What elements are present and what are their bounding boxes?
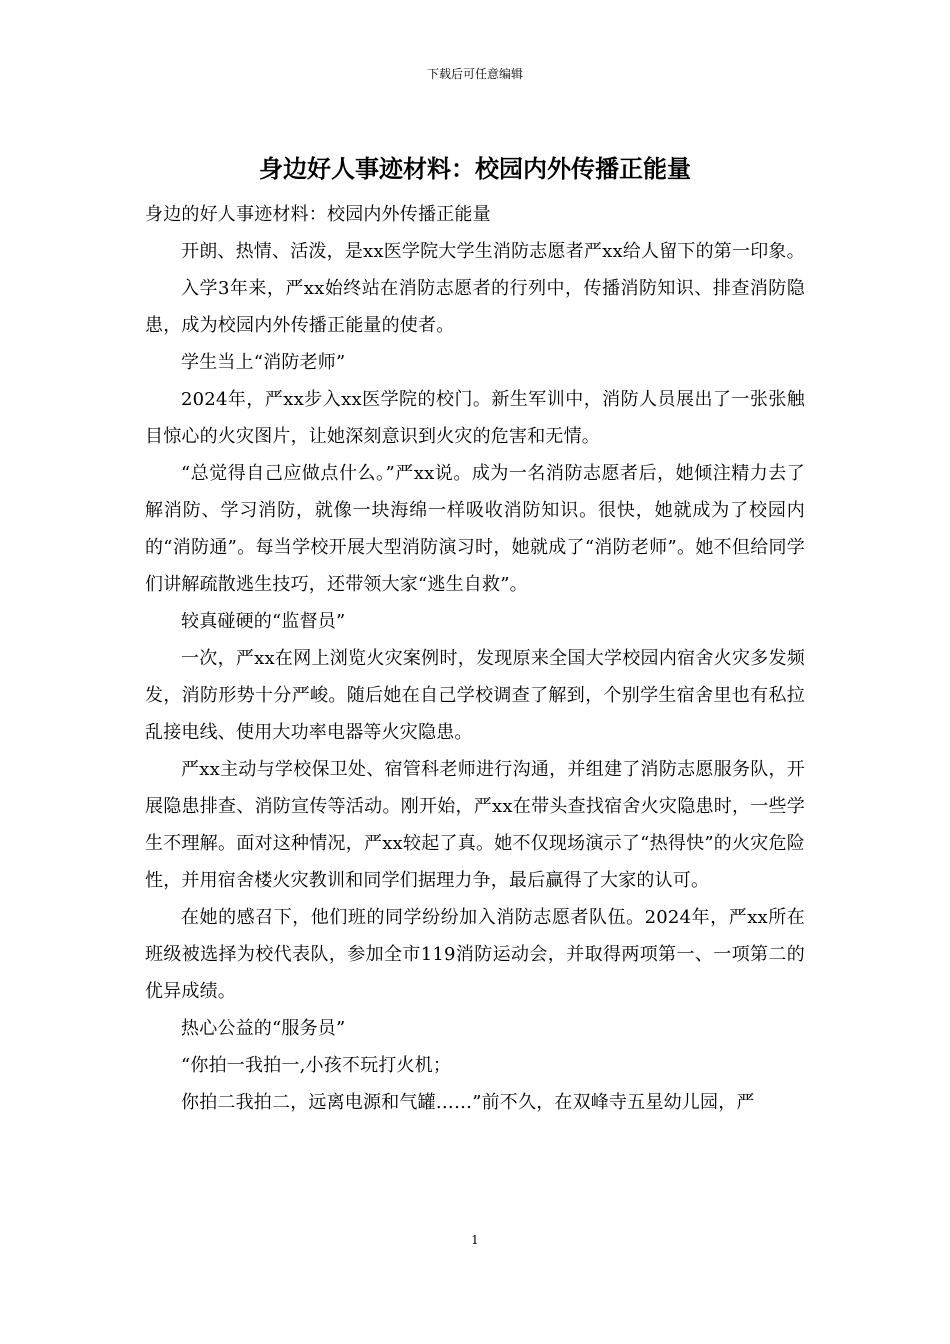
document-title: 身边好人事迹材料：校园内外传播正能量: [259, 154, 691, 183]
subtitle-paragraph: 身边的好人事迹材料：校园内外传播正能量: [145, 204, 491, 225]
body-paragraph: “你拍一我拍一,小孩不玩打火机；: [181, 1055, 452, 1076]
body-paragraph: 入学3年来，严xx始终站在消防志愿者的行列中，传播消防知识、排查消防隐患，成为校园内外传播正能量的使者。: [145, 278, 805, 336]
section-heading: 较真碰硬的“监督员”: [181, 611, 346, 632]
document-body: [145, 196, 805, 1121]
body-paragraph: 在她的感召下，他们班的同学纷纷加入消防志愿者队伍。2024年，严xx所在班级被选择为校代表队，参加全市119消防运动会，并取得两项第一、一项第二的优异成绩。: [145, 907, 805, 1002]
body-paragraph: 2024年，严xx步入xx医学院的校门。新生军训中，消防人员展出了一张张触目惊心的火灾图片，让她深刻意识到火灾的危害和无情。: [145, 389, 805, 447]
body-paragraph: 开朗、热情、活泼，是xx医学院大学生消防志愿者严xx给人留下的第一印象。: [181, 241, 805, 262]
body-paragraph: 严xx主动与学校保卫处、宿管科老师进行沟通，并组建了消防志愿服务队，开展隐患排查、消防宣传等活动。刚开始，严xx在带头查找宿舍火灾隐患时，一些学生不理解。面对这种情况，严xx较起了真。她不仅现场演示了“热得快”的火灾危险性，并用宿舍楼火灾教训和同学们据理力争，最后赢得了大家的认可。: [145, 759, 805, 891]
body-paragraph: “总觉得自己应做点什么。”严xx说。成为一名消防志愿者后，她倾注精力去了解消防、学习消防，就像一块海绵一样吸收消防知识。很快，她就成为了校园内的“消防通”。每当学校开展大型消防演习时，她就成了“消防老师”。她不但给同学们讲解疏散逃生技巧，还带领大家“逃生自救”。: [145, 463, 805, 595]
section-heading: 热心公益的“服务员”: [181, 1018, 346, 1039]
page-header: 下载后可任意编辑: [426, 67, 523, 81]
body-paragraph: 你拍二我拍二，远离电源和气罐……”前不久，在双峰寺五星幼儿园，严: [181, 1092, 755, 1113]
section-heading: 学生当上“消防老师”: [181, 352, 346, 373]
body-paragraph: 一次，严xx在网上浏览火灾案例时，发现原来全国大学校园内宿舍火灾多发频发，消防形势十分严峻。随后她在自己学校调查了解到，个别学生宿舍里也有私拉乱接电线、使用大功率电器等火灾隐患。: [145, 648, 805, 743]
page-number: 1: [471, 1233, 479, 1247]
